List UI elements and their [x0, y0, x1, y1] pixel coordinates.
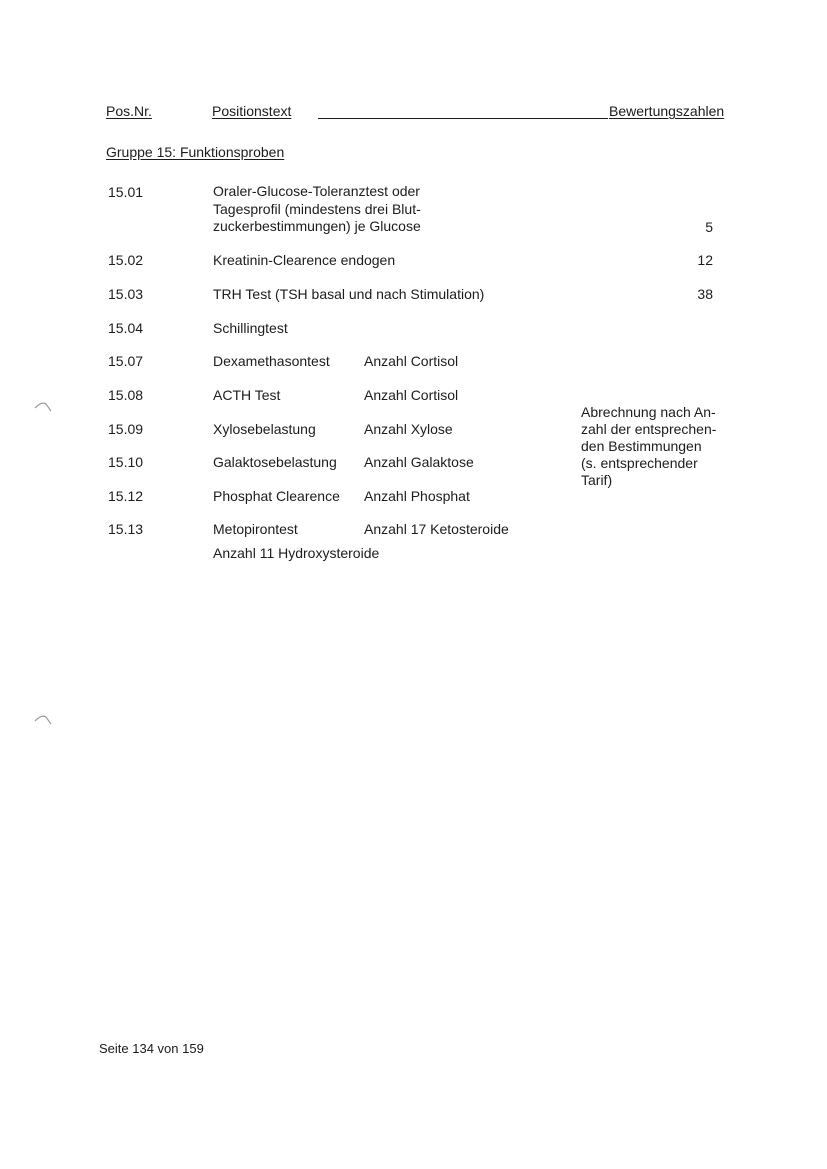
position-text: Schillingtest	[213, 320, 288, 336]
position-text: Xylosebelastung	[213, 421, 316, 437]
pos-number: 15.01	[108, 184, 144, 200]
position-text: Metopirontest	[213, 521, 298, 537]
count-text: Anzahl Cortisol	[364, 353, 459, 369]
billing-note-line: Abrechnung nach An-	[581, 404, 716, 420]
position-text-line: Oraler-Glucose-Toleranztest oder	[213, 183, 420, 199]
header-positionstext: Positionstext	[212, 103, 292, 119]
position-text-line: Tagesprofil (mindestens drei Blut-	[213, 200, 421, 217]
billing-note-line: Tarif)	[581, 472, 613, 488]
header-rule	[318, 118, 608, 119]
value: 5	[705, 219, 713, 235]
position-text: Galaktosebelastung	[213, 454, 337, 470]
pos-number: 15.08	[108, 387, 144, 403]
position-text: Phosphat Clearence	[213, 488, 340, 504]
count-text: Anzahl Cortisol	[364, 387, 459, 403]
pos-number: 15.13	[108, 521, 144, 537]
header-bewertungszahlen: Bewertungszahlen	[609, 103, 725, 119]
count-text: Anzahl 17 Ketosteroide	[364, 521, 509, 537]
position-text: Dexamethasontest	[213, 353, 330, 369]
position-text-line: zuckerbestimmungen) je Glucose	[213, 218, 421, 234]
position-text: Kreatinin-Clearence endogen	[213, 252, 396, 268]
billing-note-line: den Bestimmungen	[581, 438, 702, 454]
billing-note-line: zahl der entsprechen-	[581, 421, 717, 437]
billing-note-line: (s. entsprechender	[581, 455, 698, 471]
pos-number: 15.12	[108, 488, 144, 504]
position-text	[213, 183, 421, 236]
value: 12	[697, 252, 713, 268]
position-text: TRH Test (TSH basal und nach Stimulation)	[213, 286, 485, 302]
scan-mark-icon	[33, 398, 55, 414]
count-text: Anzahl Galaktose	[364, 454, 474, 470]
page-footer: Seite 134 von 159	[99, 1041, 204, 1056]
value: 38	[697, 286, 713, 302]
pos-number: 15.02	[108, 252, 144, 268]
pos-number: 15.03	[108, 286, 144, 302]
position-text: ACTH Test	[213, 387, 281, 403]
billing-note	[581, 404, 716, 489]
count-text: Anzahl Xylose	[364, 421, 453, 437]
count-text: Anzahl Phosphat	[364, 488, 470, 504]
scan-mark-icon	[33, 711, 55, 727]
pos-number: 15.10	[108, 454, 144, 470]
pos-number: 15.04	[108, 320, 144, 336]
group-title: Gruppe 15: Funktionsproben	[106, 144, 285, 160]
pos-number: 15.07	[108, 353, 144, 369]
pos-number: 15.09	[108, 421, 144, 437]
header-pos-nr: Pos.Nr.	[106, 103, 152, 119]
count-text-extra: Anzahl 11 Hydroxysteroide	[213, 545, 380, 561]
